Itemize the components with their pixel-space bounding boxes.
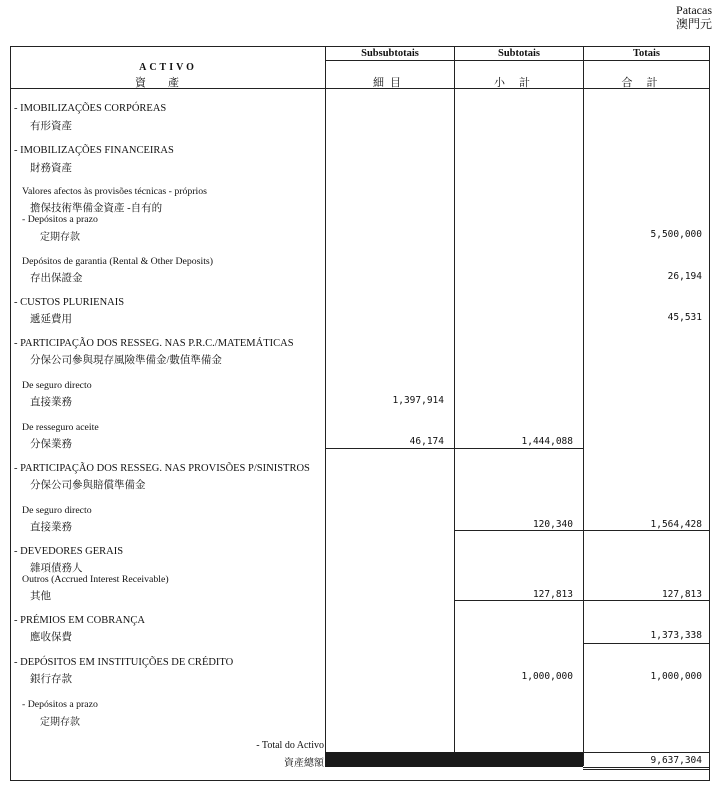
col-subtotais-header-zh: 小計 bbox=[494, 77, 544, 89]
total-subtotal-redacted bbox=[454, 752, 583, 767]
depositos-prazo-total: 5,500,000 bbox=[650, 229, 702, 240]
custos-plurienais-label-zh: 遞延費用 bbox=[30, 314, 72, 325]
activo-heading: ACTIVO bbox=[139, 62, 197, 73]
premios-cobranca-label-zh: 應收保費 bbox=[30, 632, 72, 643]
depositos-prazo-label: - Depósitos a prazo bbox=[22, 214, 98, 225]
imob-corporeas-label: - IMOBILIZAÇÕES CORPÓREAS bbox=[14, 103, 167, 114]
depositos-prazo-2-label: - Depósitos a prazo bbox=[22, 699, 98, 710]
resseguro-aceite-subsubtotal: 46,174 bbox=[409, 436, 444, 447]
outros-subtotal: 127,813 bbox=[532, 589, 573, 600]
resseguro-aceite-subtotal: 1,444,088 bbox=[521, 436, 573, 447]
currency-label-zh: 澳門元 bbox=[675, 17, 712, 31]
outros-label-zh: 其他 bbox=[30, 591, 51, 602]
custos-plurienais-label: - CUSTOS PLURIENAIS bbox=[14, 297, 125, 308]
resseguro-aceite-label-zh: 分保業務 bbox=[30, 439, 72, 450]
total-activo-label-zh: 資產總額 bbox=[284, 758, 324, 769]
total-activo-value: 9,637,304 bbox=[650, 755, 702, 766]
depositos-credito-subtotal: 1,000,000 bbox=[521, 671, 573, 682]
seguro-directo-2-label-zh: 直接業務 bbox=[30, 522, 72, 533]
depositos-garantia-label: Depósitos de garantia (Rental & Other Deposits) bbox=[22, 256, 213, 267]
valores-afectos-label-zh: 擔保技術準備金資產 -自有的 bbox=[30, 203, 163, 214]
seguro-directo-2-subtotal: 120,340 bbox=[532, 519, 573, 530]
depositos-garantia-total: 26,194 bbox=[667, 271, 702, 282]
col-subsubtotais-header-zh: 細目 bbox=[373, 77, 407, 89]
participacao-prc-label: - PARTICIPAÇÃO DOS RESSEG. NAS P.R.C./MATEMÁTICAS bbox=[14, 338, 294, 349]
seguro-directo-2-total: 1,564,428 bbox=[650, 519, 702, 530]
custos-plurienais-total: 45,531 bbox=[667, 312, 702, 323]
total-subsubtotal-redacted bbox=[325, 752, 454, 767]
seguro-directo-2-label: De seguro directo bbox=[22, 505, 92, 516]
outros-label: Outros (Accrued Interest Receivable) bbox=[22, 574, 169, 585]
depositos-credito-label-zh: 銀行存款 bbox=[30, 674, 72, 685]
activo-heading-zh: 資產 bbox=[135, 77, 201, 89]
depositos-credito-label: - DEPÓSITOS EM INSTITUIÇÕES DE CRÉDITO bbox=[14, 657, 234, 668]
depositos-credito-total: 1,000,000 bbox=[650, 671, 702, 682]
col-subtotais-header: Subtotais bbox=[497, 48, 540, 59]
depositos-prazo-2-label-zh: 定期存款 bbox=[40, 717, 80, 728]
currency-label-pt: Patacas bbox=[676, 3, 712, 17]
valores-afectos-label: Valores afectos às provisões técnicas - próprios bbox=[22, 186, 207, 197]
seguro-directo-subsubtotal: 1,397,914 bbox=[392, 395, 444, 406]
devedores-gerais-label: - DEVEDORES GERAIS bbox=[14, 546, 124, 557]
resseguro-aceite-label: De resseguro aceite bbox=[22, 422, 99, 433]
col-totais-header: Totais bbox=[632, 48, 661, 59]
participacao-sinistros-label-zh: 分保公司參與賠償準備金 bbox=[30, 480, 146, 491]
premios-cobranca-total: 1,373,338 bbox=[650, 630, 702, 641]
seguro-directo-label: De seguro directo bbox=[22, 380, 92, 391]
imob-corporeas-label-zh: 有形資產 bbox=[30, 121, 72, 132]
imob-financeiras-label: - IMOBILIZAÇÕES FINANCEIRAS bbox=[14, 145, 174, 156]
seguro-directo-label-zh: 直接業務 bbox=[30, 397, 72, 408]
participacao-sinistros-label: - PARTICIPAÇÃO DOS RESSEG. NAS PROVISÕES P/SINISTROS bbox=[14, 463, 310, 474]
depositos-prazo-label-zh: 定期存款 bbox=[40, 232, 80, 243]
total-activo-label: - Total do Activo bbox=[256, 740, 324, 751]
imob-financeiras-label-zh: 財務資產 bbox=[30, 163, 72, 174]
participacao-prc-label-zh: 分保公司參與現存風險準備金/數值準備金 bbox=[30, 355, 222, 366]
premios-cobranca-label: - PRÉMIOS EM COBRANÇA bbox=[14, 615, 145, 626]
col-subsubtotais-header: Subsubtotais bbox=[361, 48, 419, 59]
outros-total: 127,813 bbox=[661, 589, 702, 600]
depositos-garantia-label-zh: 存出保證金 bbox=[30, 273, 83, 284]
devedores-gerais-label-zh: 雜項債務人 bbox=[30, 563, 83, 574]
col-totais-header-zh: 合計 bbox=[621, 77, 672, 89]
